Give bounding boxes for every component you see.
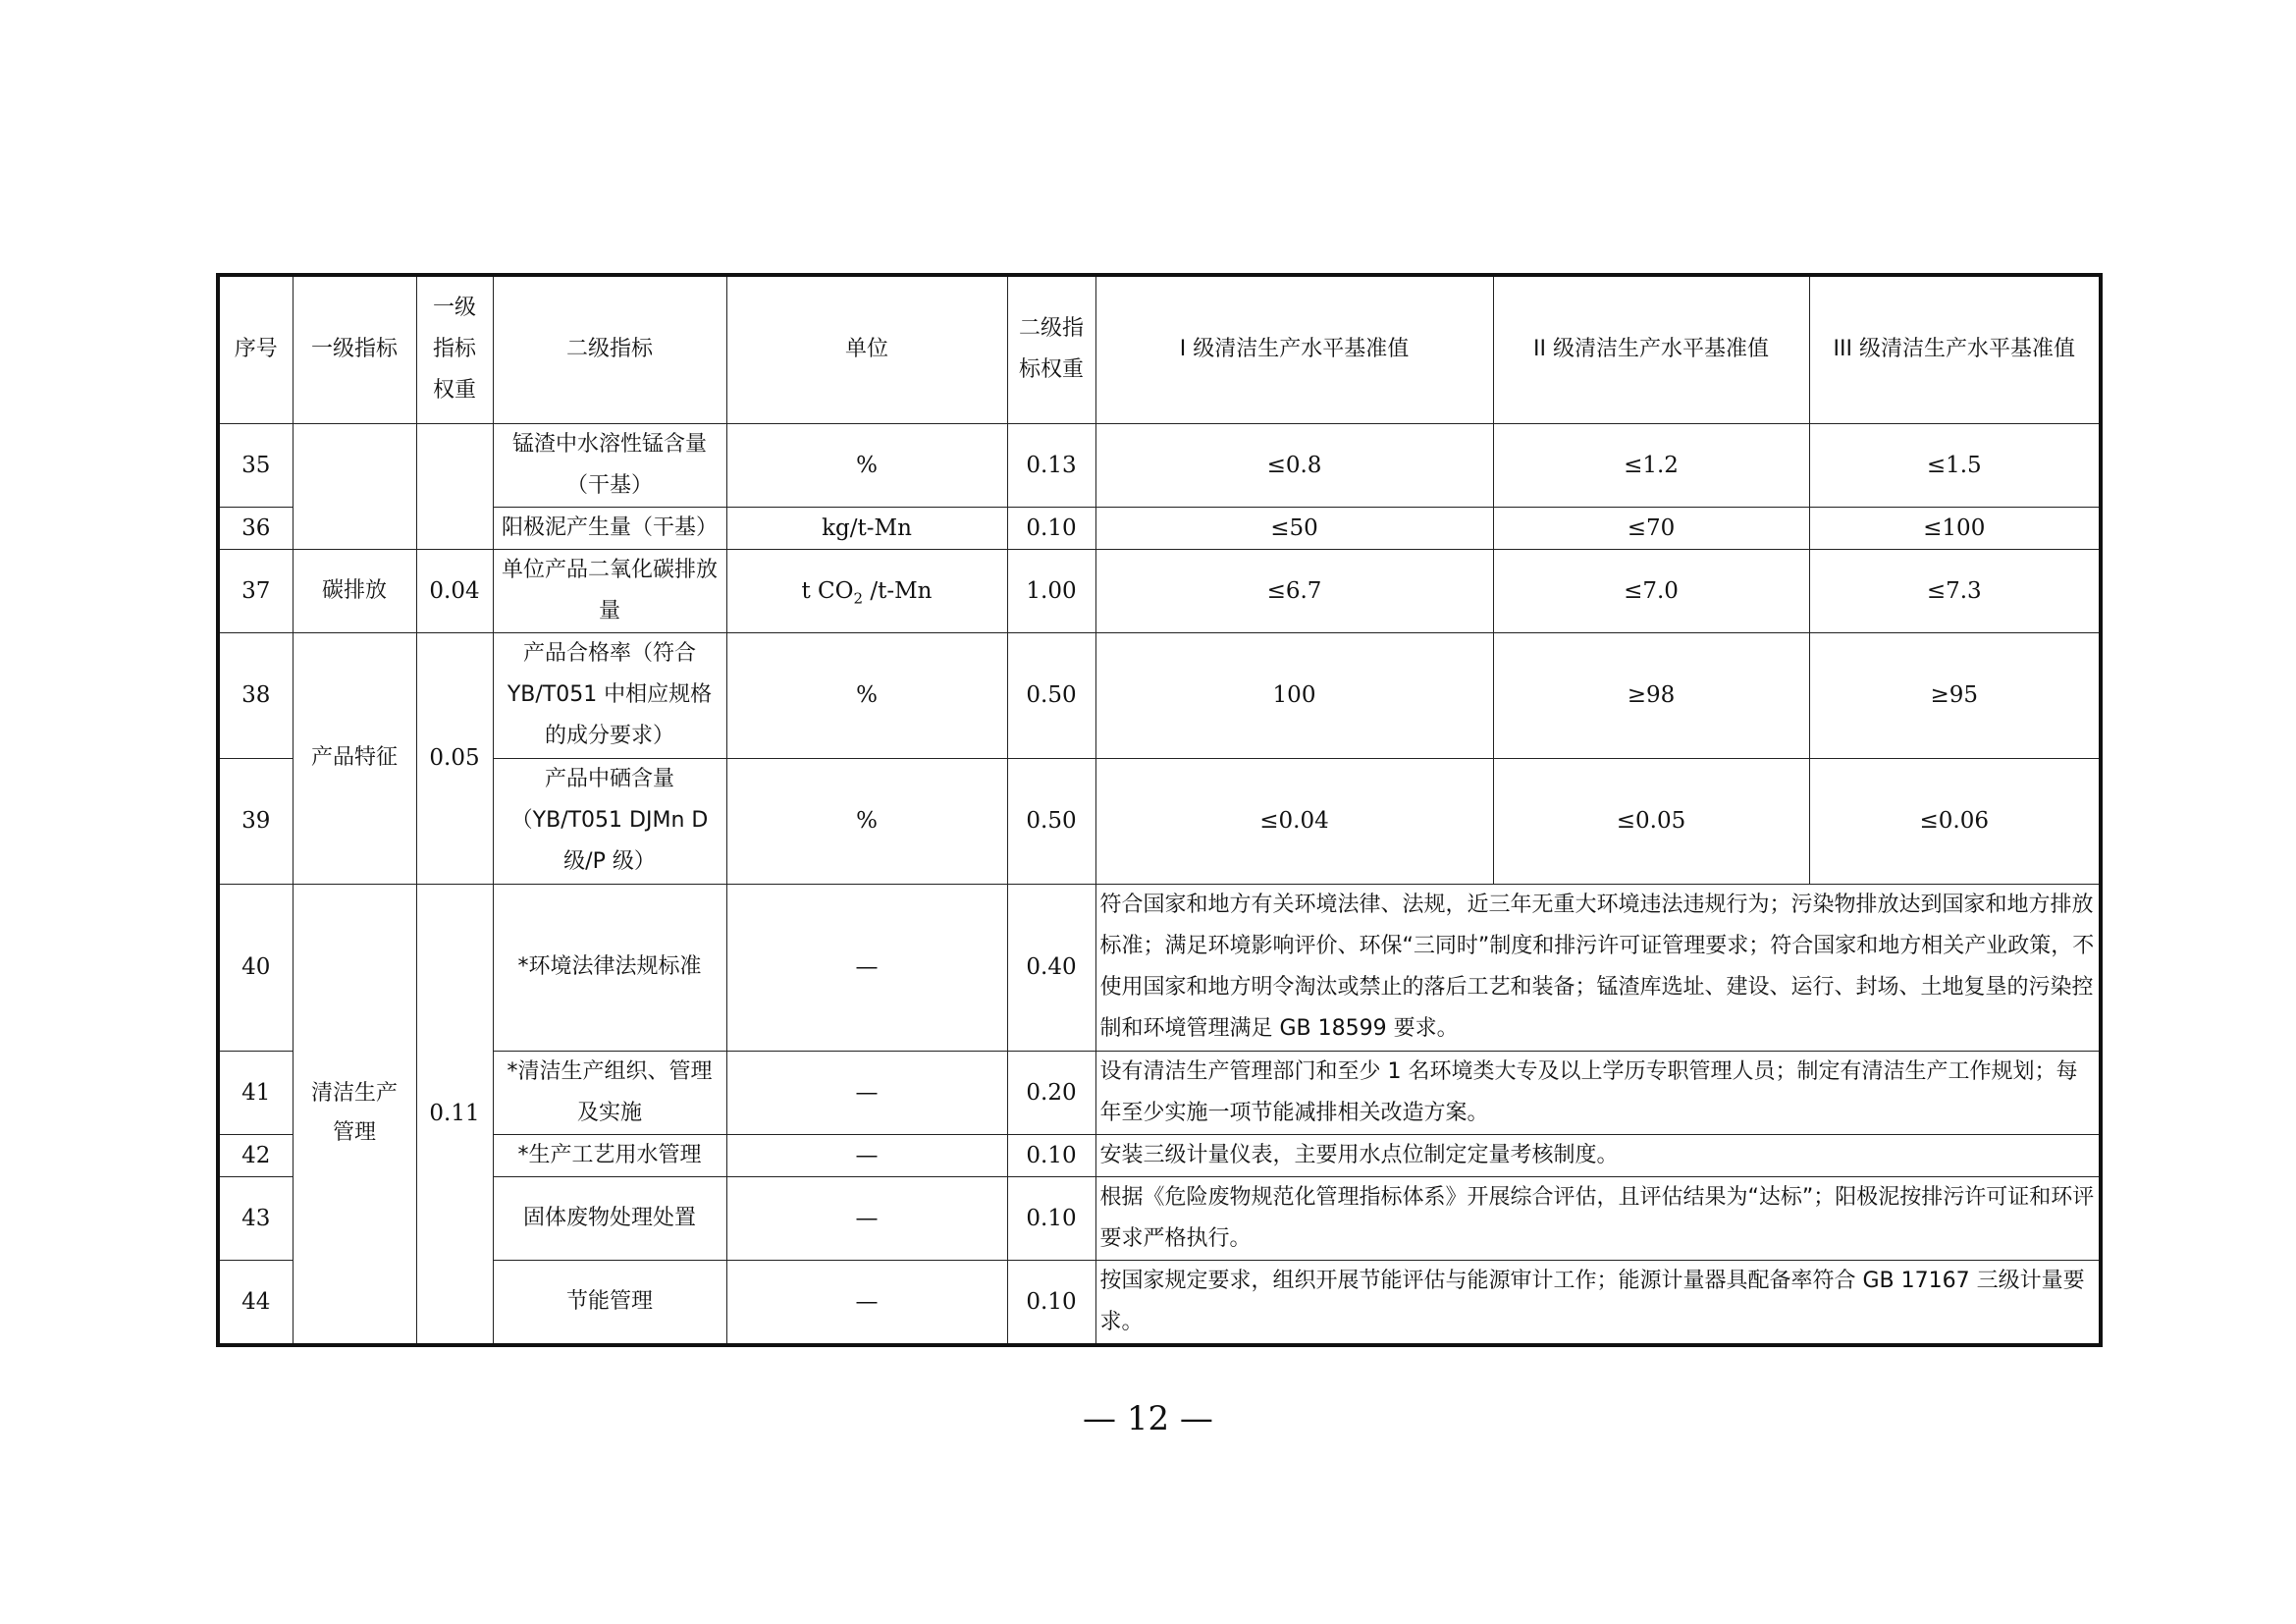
indicator-table: [216, 273, 2103, 1347]
level1-empty: [293, 423, 416, 549]
level2-weight: 0.10: [1007, 1260, 1095, 1345]
level2-indicator: 阳极泥产生量（干基）: [493, 507, 726, 549]
table-row: [218, 1134, 2101, 1176]
row-number: 37: [218, 549, 293, 632]
col-header-level1-weight: 一级 指标 权重: [416, 275, 493, 423]
col-header-level1: 一级指标: [293, 275, 416, 423]
level2-indicator: *环境法律法规标准: [493, 884, 726, 1051]
level2-weight: 0.40: [1007, 884, 1095, 1051]
row-number: 43: [218, 1176, 293, 1260]
level1-product: 产品特征: [293, 632, 416, 884]
grade-1-value: ≤0.04: [1095, 758, 1493, 884]
unit: —: [726, 1051, 1007, 1134]
level2-weight: 0.50: [1007, 632, 1095, 758]
table-row: [218, 1260, 2101, 1345]
grade-3-value: ≤0.06: [1809, 758, 2101, 884]
row-number: 44: [218, 1260, 293, 1345]
table-row: [218, 1176, 2101, 1260]
level2-weight: 0.10: [1007, 1176, 1095, 1260]
level1-weight-empty: [416, 423, 493, 549]
table-row: [218, 758, 2101, 884]
grade-2-value: ≤7.0: [1493, 549, 1809, 632]
grade-2-value: ≤1.2: [1493, 423, 1809, 507]
unit: t $CO_2$ /t-Mn: [726, 549, 1007, 632]
level2-weight: 0.13: [1007, 423, 1095, 507]
col-header-grade-2: II 级清洁生产水平基准值: [1493, 275, 1809, 423]
level2-weight: 0.10: [1007, 1134, 1095, 1176]
col-header-level2-weight: 二级指 标权重: [1007, 275, 1095, 423]
unit: %: [726, 758, 1007, 884]
row-number: 35: [218, 423, 293, 507]
level1-weight-carbon: 0.04: [416, 549, 493, 632]
grade-3-value: ≤7.3: [1809, 549, 2101, 632]
level2-indicator: 节能管理: [493, 1260, 726, 1345]
grade-3-value: ≤1.5: [1809, 423, 2101, 507]
unit: —: [726, 1176, 1007, 1260]
col-header-no: 序号: [218, 275, 293, 423]
requirement-text: 安装三级计量仪表，主要用水点位制定定量考核制度。: [1095, 1134, 2101, 1176]
level1-mgmt: 清洁生产管理: [293, 884, 416, 1345]
col-header-grade-1: I 级清洁生产水平基准值: [1095, 275, 1493, 423]
unit: kg/t-Mn: [726, 507, 1007, 549]
table-row: [218, 507, 2101, 549]
row-number: 42: [218, 1134, 293, 1176]
requirement-text: 根据《危险废物规范化管理指标体系》开展综合评估，且评估结果为“达标”；阳极泥按排污许可证和环评要求严格执行。: [1095, 1176, 2101, 1260]
level2-indicator: 锰渣中水溶性锰含量（干基）: [493, 423, 726, 507]
table-row: [218, 1051, 2101, 1134]
level2-indicator: *生产工艺用水管理: [493, 1134, 726, 1176]
unit: —: [726, 884, 1007, 1051]
grade-2-value: ≤0.05: [1493, 758, 1809, 884]
grade-1-value: ≤0.8: [1095, 423, 1493, 507]
level2-weight: 0.20: [1007, 1051, 1095, 1134]
grade-1-value: ≤6.7: [1095, 549, 1493, 632]
level2-weight: 1.00: [1007, 549, 1095, 632]
grade-2-value: ≤70: [1493, 507, 1809, 549]
unit: —: [726, 1260, 1007, 1345]
grade-1-value: ≤50: [1095, 507, 1493, 549]
level2-weight: 0.10: [1007, 507, 1095, 549]
requirement-text: 按国家规定要求，组织开展节能评估与能源审计工作；能源计量器具配备率符合 GB 17167 三级计量要求。: [1095, 1260, 2101, 1345]
level1-weight-product: 0.05: [416, 632, 493, 884]
level2-indicator: 单位产品二氧化碳排放量: [493, 549, 726, 632]
level2-weight: 0.50: [1007, 758, 1095, 884]
page-number: — 12 —: [1083, 1399, 1213, 1438]
level2-indicator: 产品中硒含量（YB/T051 DJMn D 级/P 级）: [493, 758, 726, 884]
row-number: 39: [218, 758, 293, 884]
header-row: [218, 275, 2101, 423]
requirement-text: 符合国家和地方有关环境法律、法规，近三年无重大环境违法违规行为；污染物排放达到国家和地方排放标准；满足环境影响评价、环保“三同时”制度和排污许可证管理要求；符合国家和地方相关产业政策，不使用国家和地方明令淘汰或禁止的落后工艺和装备；锰渣库选址、建设、运行、封场、土地复垦的污染控制和环境管理满足 GB 18599 要求。: [1095, 884, 2101, 1051]
table-row: [218, 423, 2101, 507]
level2-indicator: 固体废物处理处置: [493, 1176, 726, 1260]
row-number: 40: [218, 884, 293, 1051]
grade-3-value: ≤100: [1809, 507, 2101, 549]
grade-2-value: ≥98: [1493, 632, 1809, 758]
unit: %: [726, 632, 1007, 758]
col-header-unit: 单位: [726, 275, 1007, 423]
table-row: [218, 884, 2101, 1051]
level1-carbon: 碳排放: [293, 549, 416, 632]
level2-indicator: *清洁生产组织、管理及实施: [493, 1051, 726, 1134]
level2-indicator: 产品合格率（符合YB/T051 中相应规格的成分要求）: [493, 632, 726, 758]
row-number: 41: [218, 1051, 293, 1134]
unit: %: [726, 423, 1007, 507]
row-number: 36: [218, 507, 293, 549]
col-header-grade-3: III 级清洁生产水平基准值: [1809, 275, 2101, 423]
col-header-level2: 二级指标: [493, 275, 726, 423]
row-number: 38: [218, 632, 293, 758]
requirement-text: 设有清洁生产管理部门和至少 1 名环境类大专及以上学历专职管理人员；制定有清洁生产工作规划；每年至少实施一项节能减排相关改造方案。: [1095, 1051, 2101, 1134]
table-row: [218, 549, 2101, 632]
level1-weight-mgmt: 0.11: [416, 884, 493, 1345]
grade-1-value: 100: [1095, 632, 1493, 758]
grade-3-value: ≥95: [1809, 632, 2101, 758]
table-row: [218, 632, 2101, 758]
unit: —: [726, 1134, 1007, 1176]
